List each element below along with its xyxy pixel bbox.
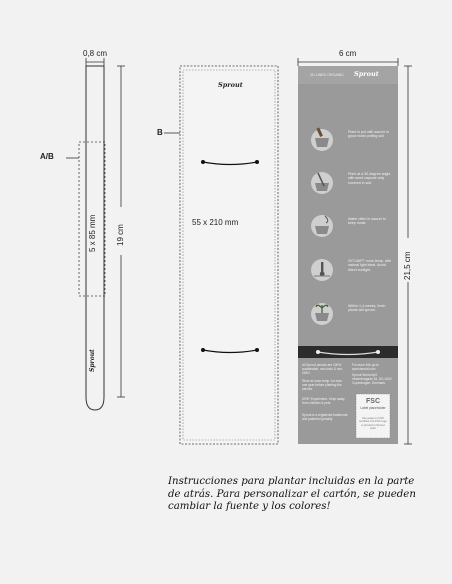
back-card-hole — [376, 350, 380, 354]
footer-text: All Sprout pencils are 100% sustainable, non-toxic & non-GMO. — [302, 363, 344, 375]
step-text: Plant in pot with saucer in good moist potting soil. — [348, 130, 389, 139]
card-b-hole — [255, 348, 259, 352]
card-b-size-label: 55 x 210 mm — [192, 218, 239, 227]
footer-text: Store at room temp. for max. one year before planting the pencils. — [302, 379, 343, 391]
back-card-height-label: 21,5 cm — [403, 251, 412, 280]
step-text: Water often in saucer to keep moist. — [348, 217, 387, 226]
watering-icon — [311, 215, 333, 237]
pencil-width-label: 0,8 cm — [83, 49, 108, 58]
pencil-length-label: 19 cm — [116, 224, 125, 246]
footer-text: Sprout is a registered trademark and patented globally. — [302, 413, 348, 421]
footer-text: For more info go to sproutworld.com — [352, 363, 379, 371]
card-b-hole — [255, 160, 259, 164]
section-label: A/B — [40, 152, 54, 161]
seed-capsule-size-label: 5 x 85 mm — [88, 214, 97, 252]
card-b-brand-logo: Sprout — [218, 81, 243, 89]
fsc-note: Use paper in FSC certified, but FSC logo is printed in Sprout color — [359, 416, 387, 431]
caption: Instrucciones para plantar incluidas en la parte de atrás. Para personalizar el cartón, se pueden cambiar la fuente y los colores! — [168, 476, 416, 512]
back-card-width-dimension — [298, 58, 398, 66]
pencil-in-soil-icon — [311, 172, 333, 194]
card-b-hole — [201, 160, 205, 164]
back-card-dark-band — [298, 346, 398, 358]
sun-thermometer-icon — [311, 259, 333, 281]
sprout-icon — [311, 303, 333, 325]
back-card-width-label: 6 cm — [339, 49, 357, 58]
footer-text: Sprout World ApS Vesterbrogade 16, DK-1620 Copenhagen, Denmark. — [352, 373, 392, 385]
step-text: 20°C/68°F room temp. with natural light ideal. Avoid direct sunlight. — [348, 259, 392, 272]
back-card-tagline: 3D LINED ORGANIC — [310, 73, 344, 77]
footer-text: DRIP. Experiment. Keep away from children & pets. — [302, 397, 345, 405]
fsc-logo: FSC — [366, 398, 380, 405]
card-b-hole — [201, 348, 205, 352]
pencil-brand-logo: Sprout — [89, 349, 96, 372]
step-text: Within 1-4 weeks, fresh plants will sprout. — [348, 304, 386, 313]
card-b-outer — [180, 66, 278, 444]
card-b-label: B — [157, 128, 163, 137]
step-text: Plant at a 30-degree angle with seed capsule only covered in soil. — [348, 172, 391, 185]
back-card-hole — [316, 350, 320, 354]
back-card-brand-logo: Sprout — [354, 70, 379, 78]
fsc-label: Label placeholder — [360, 406, 386, 410]
pencil-width-dimension — [86, 58, 104, 66]
